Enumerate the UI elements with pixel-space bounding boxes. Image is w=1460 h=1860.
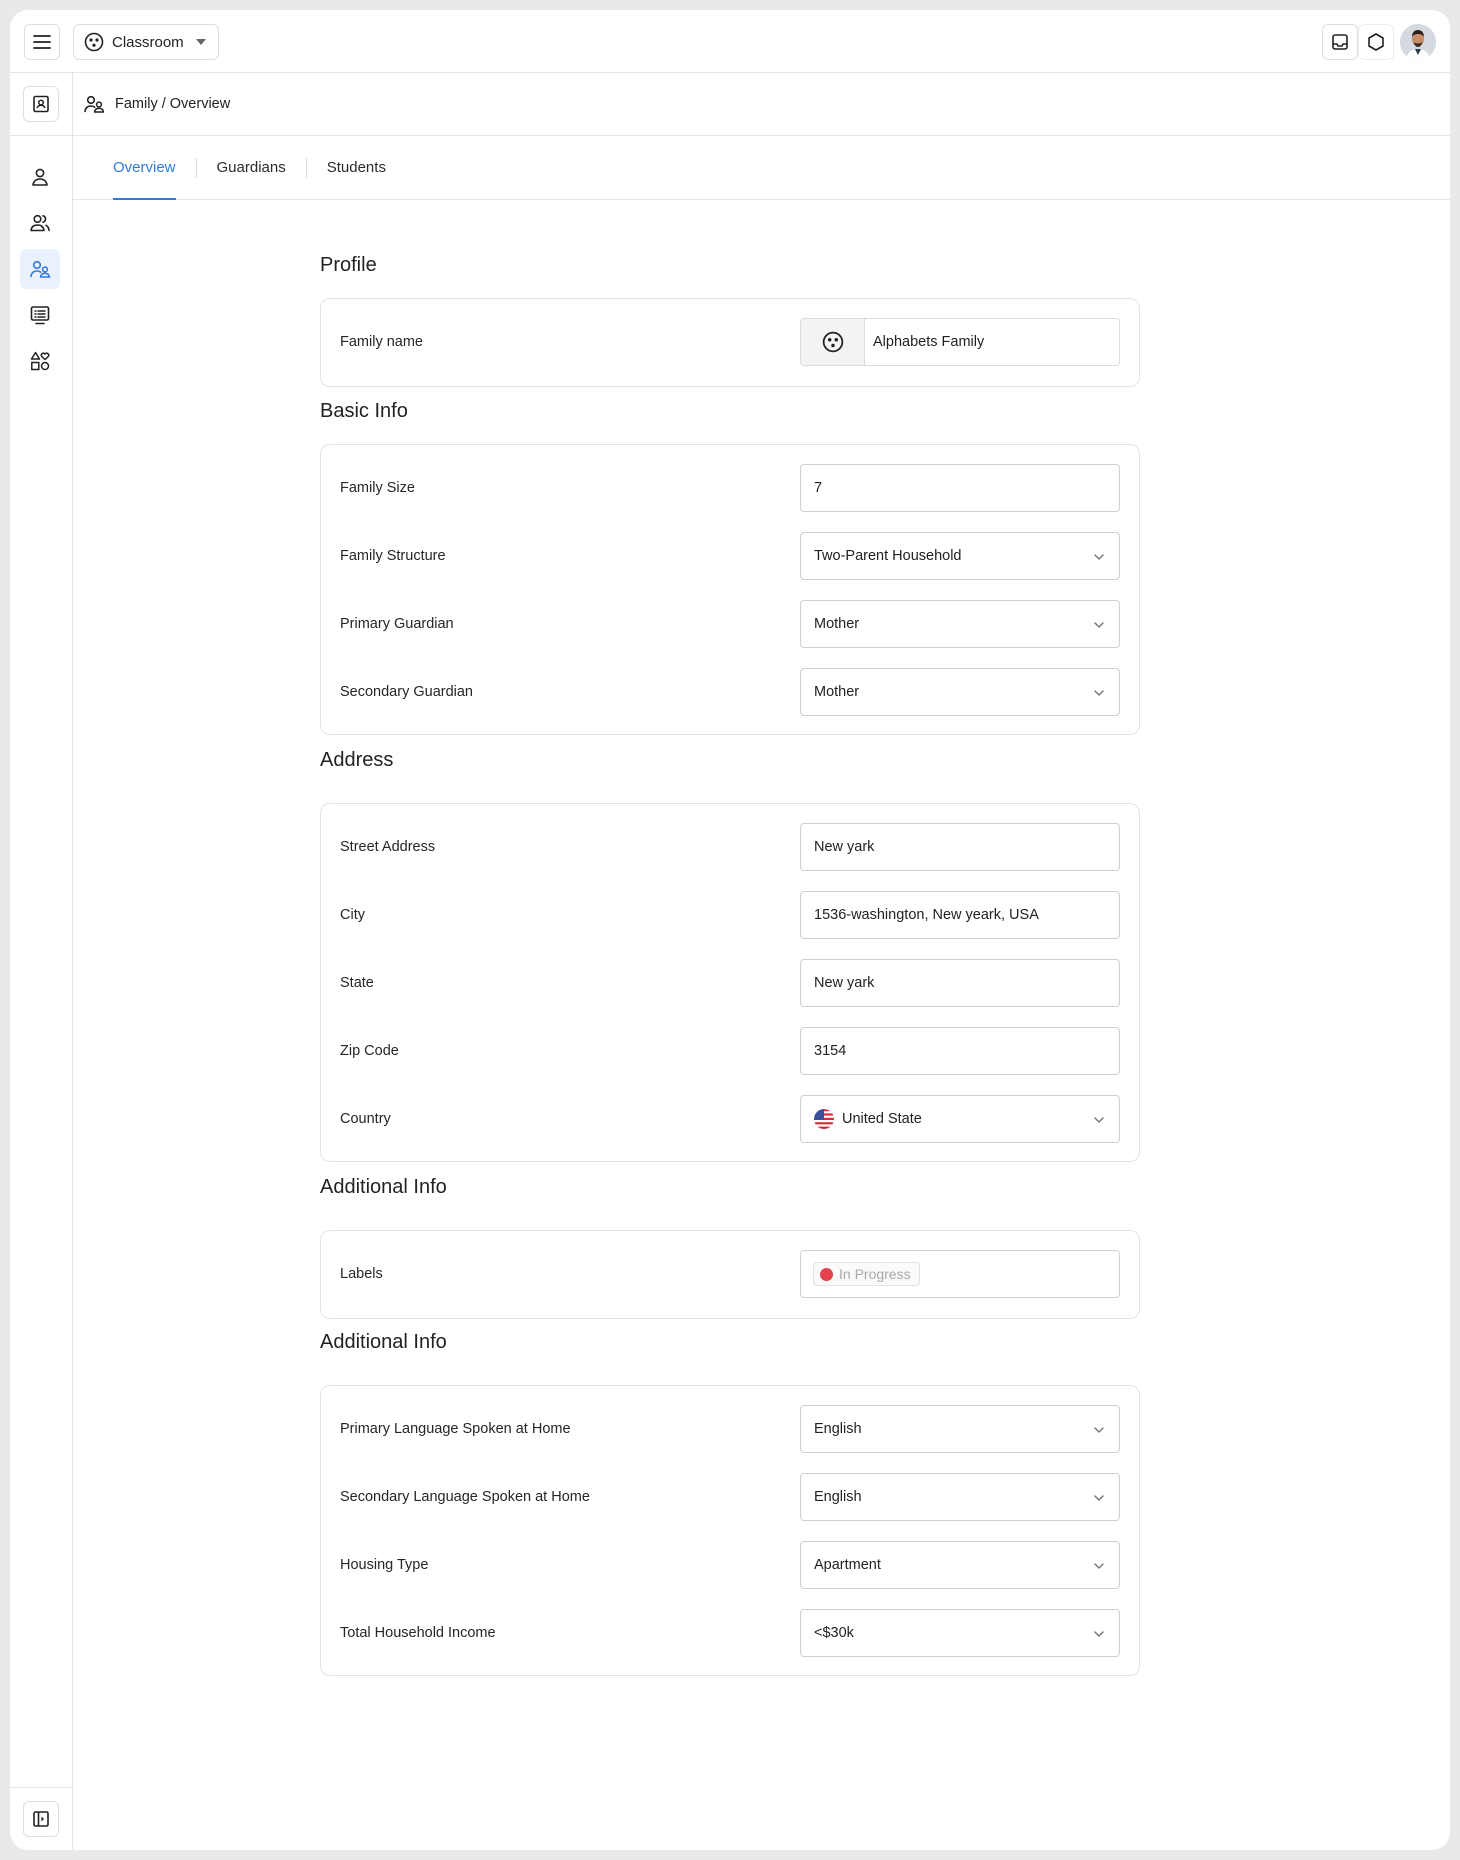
labels-input[interactable]: [800, 1250, 1120, 1298]
family-name-label: Family name: [340, 334, 423, 350]
primary-guardian-row: [321, 600, 1139, 648]
family-size-row: [321, 464, 1139, 512]
rail-item-reports[interactable]: [20, 295, 60, 335]
family-name-value: Alphabets Family: [873, 334, 985, 350]
person-icon: [29, 166, 51, 188]
basic-info-card: [320, 444, 1140, 735]
users-icon: [29, 212, 51, 234]
user-avatar-icon: [1400, 24, 1436, 60]
family-size-value: 7: [814, 480, 823, 496]
caret-down-icon: [196, 39, 206, 45]
workspace-name: Classroom: [112, 33, 184, 51]
tab-overview[interactable]: Overview: [113, 136, 176, 199]
secondary-language-value: English: [814, 1489, 862, 1505]
city-input[interactable]: [800, 891, 1120, 939]
section-title-basic-info: Basic Info: [320, 400, 408, 422]
street-address-row: [321, 823, 1139, 871]
section-title-additional-info-2: Additional Info: [320, 1331, 447, 1353]
avatar[interactable]: [1400, 24, 1436, 60]
primary-language-select[interactable]: [800, 1405, 1120, 1453]
rail-item-group[interactable]: [20, 203, 60, 243]
secondary-guardian-row: [321, 668, 1139, 716]
chevron-down-icon: [1093, 1492, 1105, 1504]
contact-card-icon: [31, 94, 51, 114]
secondary-language-label: Secondary Language Spoken at Home: [340, 1489, 590, 1505]
primary-guardian-value: Mother: [814, 616, 860, 632]
family-avatar-picker[interactable]: [801, 319, 865, 365]
country-label: Country: [340, 1111, 391, 1127]
family-icon: [83, 93, 105, 115]
rail-item-family[interactable]: [20, 249, 60, 289]
breadcrumb-text[interactable]: Family / Overview: [115, 96, 231, 112]
workspace-logo-icon: [84, 32, 104, 52]
family-name-field[interactable]: [800, 318, 1120, 366]
labels-card: [320, 1230, 1140, 1319]
section-title-profile: Profile: [320, 254, 377, 276]
family-structure-label: Family Structure: [340, 548, 446, 564]
household-income-row: [321, 1609, 1139, 1657]
top-bar: [10, 10, 1450, 73]
housing-type-value: Apartment: [814, 1557, 881, 1573]
family-logo-icon: [822, 331, 844, 353]
secondary-language-row: [321, 1473, 1139, 1521]
street-address-value: New yark: [814, 839, 875, 855]
hamburger-icon: [32, 32, 52, 52]
chevron-down-icon: [1093, 619, 1105, 631]
workspace-select[interactable]: [73, 24, 219, 60]
collapse-sidebar-button[interactable]: [23, 1801, 59, 1837]
family-structure-row: [321, 532, 1139, 580]
rail-item-person[interactable]: [20, 157, 60, 197]
profile-card: [320, 298, 1140, 387]
status-dot-icon: [820, 1268, 833, 1281]
primary-language-row: [321, 1405, 1139, 1453]
city-label: City: [340, 907, 365, 923]
housing-type-row: [321, 1541, 1139, 1589]
breadcrumb: [73, 73, 1450, 136]
hexagon-icon: [1366, 32, 1386, 52]
household-income-label: Total Household Income: [340, 1625, 496, 1641]
family-size-label: Family Size: [340, 480, 415, 496]
housing-type-label: Housing Type: [340, 1557, 429, 1573]
status-badge[interactable]: [813, 1262, 920, 1286]
contact-card-button[interactable]: [23, 86, 59, 122]
primary-guardian-label: Primary Guardian: [340, 616, 454, 632]
family-icon: [29, 258, 51, 280]
family-name-row: [321, 318, 1139, 366]
extensions-button[interactable]: [1358, 24, 1394, 60]
chevron-down-icon: [1093, 1628, 1105, 1640]
primary-guardian-select[interactable]: [800, 600, 1120, 648]
monitor-list-icon: [29, 304, 51, 326]
primary-language-value: English: [814, 1421, 862, 1437]
secondary-guardian-select[interactable]: [800, 668, 1120, 716]
zip-code-value: 3154: [814, 1043, 847, 1059]
labels-label: Labels: [340, 1266, 383, 1282]
family-structure-value: Two-Parent Household: [814, 548, 962, 564]
sidebar-toggle-icon: [31, 1809, 51, 1829]
state-value: New yark: [814, 975, 875, 991]
state-input[interactable]: [800, 959, 1120, 1007]
tab-students[interactable]: Students: [326, 159, 386, 176]
country-value: United State: [842, 1111, 922, 1127]
secondary-language-select[interactable]: [800, 1473, 1120, 1521]
state-label: State: [340, 975, 374, 991]
address-card: [320, 803, 1140, 1162]
status-badge-text: In Progress: [839, 1266, 911, 1282]
city-value: 1536-washington, New yeark, USA: [814, 907, 1039, 923]
zip-code-row: [321, 1027, 1139, 1075]
section-title-additional-info: Additional Info: [320, 1176, 447, 1198]
menu-button[interactable]: [24, 24, 60, 60]
primary-language-label: Primary Language Spoken at Home: [340, 1421, 571, 1437]
housing-type-select[interactable]: [800, 1541, 1120, 1589]
section-title-address: Address: [320, 749, 394, 771]
zip-code-label: Zip Code: [340, 1043, 399, 1059]
country-select[interactable]: [800, 1095, 1120, 1143]
tab-guardians[interactable]: Guardians: [216, 159, 286, 176]
inbox-button[interactable]: [1322, 24, 1358, 60]
chevron-down-icon: [1093, 1560, 1105, 1572]
chevron-down-icon: [1093, 551, 1105, 563]
secondary-guardian-label: Secondary Guardian: [340, 684, 473, 700]
labels-row: [321, 1250, 1139, 1298]
street-address-input[interactable]: [800, 823, 1120, 871]
household-income-value: <$30k: [814, 1625, 854, 1641]
tab-divider: [196, 158, 197, 178]
left-rail: [10, 73, 73, 1850]
shapes-icon: [29, 350, 51, 372]
additional-info-card: [320, 1385, 1140, 1676]
rail-footer: [10, 1787, 73, 1850]
family-size-input[interactable]: [800, 464, 1120, 512]
app-window: [10, 10, 1450, 1850]
inbox-icon: [1330, 32, 1350, 52]
state-row: [321, 959, 1139, 1007]
tab-divider: [306, 158, 307, 178]
tab-bar: [73, 136, 1450, 200]
us-flag-icon: [814, 1109, 834, 1129]
zip-code-input[interactable]: [800, 1027, 1120, 1075]
secondary-guardian-value: Mother: [814, 684, 860, 700]
rail-header: [10, 73, 73, 136]
chevron-down-icon: [1093, 1114, 1105, 1126]
city-row: [321, 891, 1139, 939]
street-address-label: Street Address: [340, 839, 436, 855]
country-row: [321, 1095, 1139, 1143]
chevron-down-icon: [1093, 1424, 1105, 1436]
household-income-select[interactable]: [800, 1609, 1120, 1657]
family-structure-select[interactable]: [800, 532, 1120, 580]
chevron-down-icon: [1093, 687, 1105, 699]
rail-item-shapes[interactable]: [20, 341, 60, 381]
